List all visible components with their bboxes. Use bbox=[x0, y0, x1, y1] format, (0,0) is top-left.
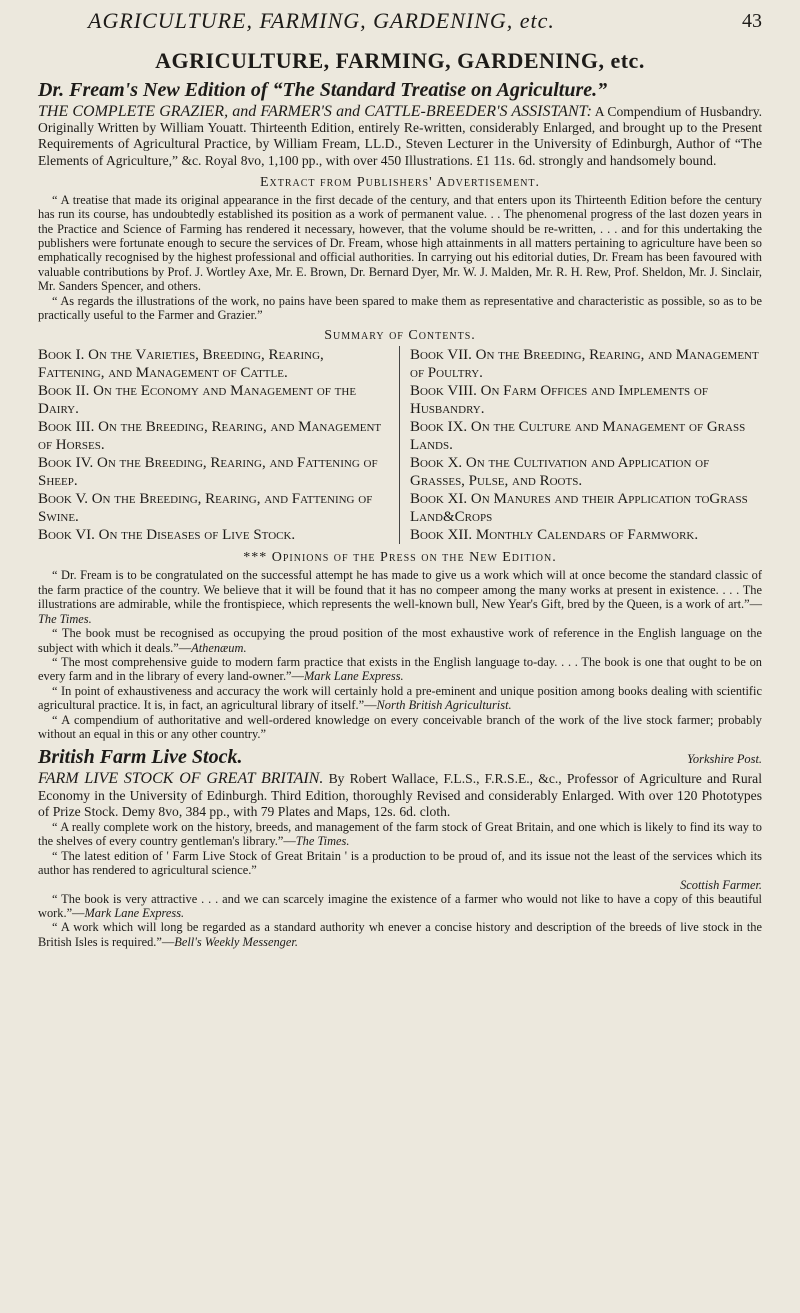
opinion-source: Athenæum. bbox=[191, 640, 247, 655]
book-item: Book XII. Monthly Calendars of Farmwork. bbox=[410, 527, 699, 544]
british-entry bbox=[38, 771, 762, 820]
running-title: AGRICULTURE, FARMING, GARDENING, etc. bbox=[88, 8, 555, 33]
book-item: Book II. On the Economy and Management of the Dairy. bbox=[38, 383, 357, 418]
summary-heading: Summary of Contents. bbox=[324, 328, 476, 344]
yorkshire-post-attribution: Yorkshire Post. bbox=[687, 752, 762, 767]
scottish-farmer-attribution: Scottish Farmer. bbox=[680, 877, 762, 892]
opinion-source: The Times. bbox=[295, 834, 350, 849]
page-number: 43 bbox=[742, 10, 762, 32]
book-item: Book III. On the Breeding, Rearing, and Management of Horses. bbox=[38, 419, 382, 454]
fream-heading: Dr. Fream's New Edition of “The Standard Treatise on Agriculture.” bbox=[38, 79, 608, 101]
book-item: Book X. On the Cultivation and Application of Grasses, Pulse, and Roots. bbox=[410, 455, 710, 490]
fream-title: THE COMPLETE GRAZIER, and FARMER'S and CATTLE-BREEDER'S ASSISTANT: bbox=[38, 103, 592, 120]
summary-column-right bbox=[400, 346, 762, 544]
opinion-text: “ In point of exhaustiveness and accuracy the work will certainly hold a pre-eminent and unique position among books dealing with scientific agricultural practice. It is, in fact, an agricultural library of itself.”— bbox=[38, 683, 762, 713]
opinion-source: North British Agriculturist. bbox=[376, 698, 512, 713]
extract-paragraph-2: “ As regards the illustrations of the work, no pains have been spared to make them as representative and characteristic as possible, so as to be practically useful to the Farmer and Grazier.” bbox=[38, 293, 762, 323]
press-opinion bbox=[38, 655, 762, 684]
running-header bbox=[38, 8, 762, 36]
opinion-text: “ A work which will long be regarded as a standard authority wh enever a concise history and description of the breeds of live stock in the British Isles is required.”— bbox=[38, 920, 762, 949]
book-item: Book XI. On Manures and their Application toGrass Land&Crops bbox=[410, 491, 748, 526]
press-opinion bbox=[38, 892, 762, 921]
book-item: Book V. On the Breeding, Rearing, and Fattening of Swine. bbox=[38, 491, 373, 526]
opinion-source: Mark Lane Express. bbox=[303, 669, 404, 684]
page-content bbox=[38, 48, 762, 949]
opinion-text: “ The most comprehensive guide to modern farm practice that exists in the English language to-day. . . . The book is one that ought to be on every farm and in the library of every land-owner.”— bbox=[38, 654, 762, 684]
british-title: FARM LIVE STOCK OF GREAT BRITAIN. bbox=[38, 770, 324, 788]
extract-paragraph-1: “ A treatise that made its original appearance in the first decade of the century, and that enters upon its Thirteenth Edition before the century has run its course, has undoubtedly established its position as a work of permanent value. . . The phenomenal progress of the last dozen years in the Practice and Science of Farming has rendered it necessary, however, that the volume should be re-written, . . . and for this undertaking the publishers were fortunate enough to secure the services of Dr. Fream, whose high attainments in all matters pertaining to agriculture have been so emphatically recognised by the highest professional and official authorities. In carrying out his editorial duties, Dr. Fream has been favoured with valuable contributions by Prof. J. Wortley Axe, Mr. E. Brown, Dr. Bernard Dyer, Mr. W. J. Malden, Mr. R. H. Rew, Prof. Sheldon, Mr. J. Sinclair, Mr. Sanders Spencer, and others. bbox=[38, 192, 762, 294]
press-opinion bbox=[38, 626, 762, 655]
british-description: By Robert Wallace, F.L.S., F.R.S.E., &c., Professor of Agriculture and Rural Economy in the University of Edinburgh. Third Edition, thoroughly Revised and considerably Enlarged. With over 120 Phototypes of Prize Stock. Demy 8vo, 384 pp., with 79 Plates and Maps, 12s. 6d. cloth. bbox=[38, 771, 762, 819]
fream-description: A Compendium of Husbandry. Originally Written by William Youatt. Thirteenth Edition, entirely Re-written, considerably Enlarged, and brought up to the Present Requirements of Agricultural Practice, by William Fream, LL.D., Steven Lecturer in the University of Edinburgh, Author of “The Elements of Agriculture,” &c. Royal 8vo, 1,100 pp., with over 450 Illustrations. £1 11s. 6d. strongly and handsomely bound. bbox=[38, 104, 763, 168]
opinion-source: Bell's Weekly Messenger. bbox=[174, 934, 298, 949]
opinion-text: “ A compendium of authoritative and well-ordered knowledge on every conceivable branch of the work of the live stock farmer; probably without an equal in this or any other country.” bbox=[38, 712, 762, 741]
book-item: Book IV. On the Breeding, Rearing, and Fattening of Sheep. bbox=[38, 455, 378, 490]
opinion-text: “ The book is very attractive . . . and we can scarcely imagine the existence of a farmer who would not like to have a copy of this beautiful work.”— bbox=[38, 891, 762, 920]
press-opinion bbox=[38, 713, 762, 742]
book-item: Book I. On the Varieties, Breeding, Rearing, Fattening, and Management of Cattle. bbox=[38, 347, 324, 382]
british-heading: British Farm Live Stock. bbox=[38, 746, 243, 769]
opinion-text: “ Dr. Fream is to be congratulated on the successful attempt he has made to give us a work which will at once become the standard classic of the farm practice of the country. We believe that it will be found that it has no compeer among the many works at present in existence. . . . The illustrations are admirable, while the frontispiece, which represents the well-known bull, New Year's Gift, bred by the Queen, is a work of art.”— bbox=[38, 568, 762, 612]
opinion-text: “ The latest edition of ' Farm Live Stock of Great Britain ' is a production to be proud of, and its issue not the least of the services which its author has rendered to agricultural science.” bbox=[38, 848, 762, 878]
opinion-source: Mark Lane Express. bbox=[84, 905, 185, 920]
press-opinion bbox=[38, 849, 762, 878]
section-heading: AGRICULTURE, FARMING, GARDENING, etc. bbox=[155, 48, 645, 73]
press-opinion bbox=[38, 820, 762, 849]
opinion-source: The Times. bbox=[38, 611, 92, 626]
press-opinion bbox=[38, 568, 762, 626]
book-item: Book IX. On the Culture and Management of Grass Lands. bbox=[410, 419, 746, 454]
book-item: Book VII. On the Breeding, Rearing, and Management of Poultry. bbox=[410, 347, 759, 382]
opinions-heading: *** Opinions of the Press on the New Edition. bbox=[243, 550, 557, 566]
book-item: Book VI. On the Diseases of Live Stock. bbox=[38, 527, 296, 544]
british-heading-row bbox=[38, 745, 762, 769]
fream-entry bbox=[38, 104, 762, 169]
press-opinion bbox=[38, 920, 762, 949]
opinion-text: “ A really complete work on the history, breeds, and management of the farm stock of Great Britain, and one which is likely to find its way to the shelves of every country gentleman's library.”— bbox=[38, 819, 762, 849]
summary-column-left bbox=[38, 346, 400, 544]
summary-of-contents bbox=[38, 346, 762, 544]
book-item: Book VIII. On Farm Offices and Implements of Husbandry. bbox=[410, 383, 708, 418]
extract-heading: Extract from Publishers' Advertisement. bbox=[259, 174, 541, 190]
opinion-text: “ The book must be recognised as occupying the proud position of the most exhaustive work of reference in the English language on the subject with which it deals.”— bbox=[38, 626, 762, 655]
press-opinion bbox=[38, 684, 762, 713]
